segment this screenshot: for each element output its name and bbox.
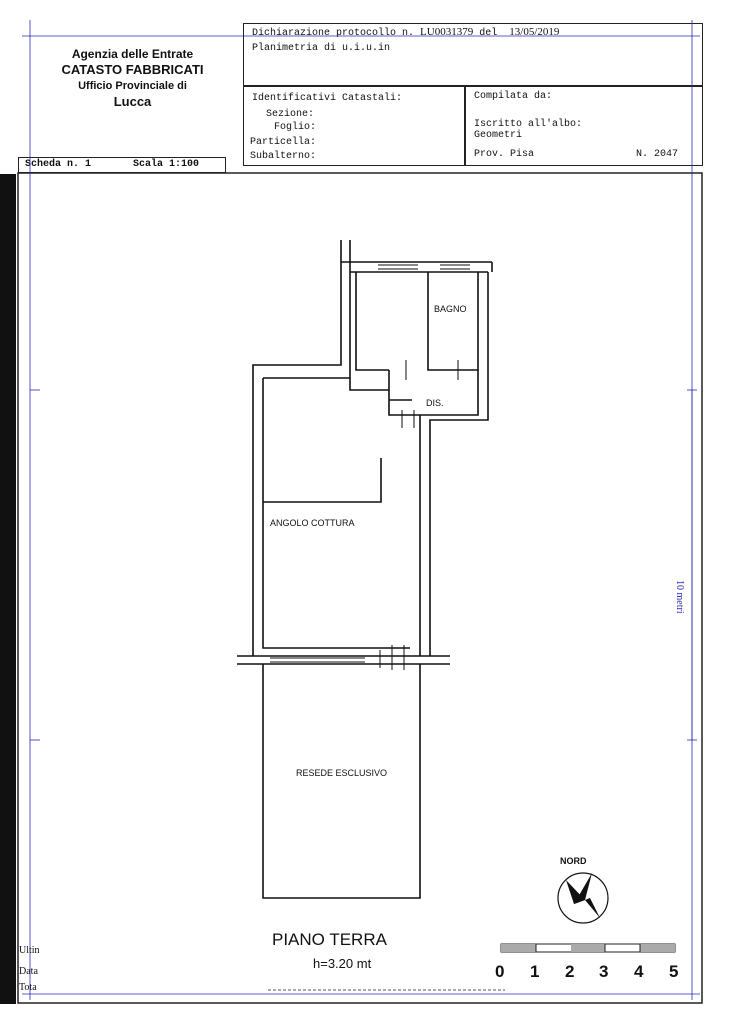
scale-label-2: 2 bbox=[565, 962, 575, 981]
registration-number: N. 2047 bbox=[636, 149, 679, 160]
date-label: del bbox=[479, 28, 498, 39]
side-measure-label: 10 metri bbox=[674, 580, 685, 614]
room-angolo-cottura: ANGOLO COTTURA bbox=[270, 518, 355, 528]
compiled-by-label: Compilata da: bbox=[474, 91, 553, 102]
particella-label: Particella: bbox=[250, 137, 317, 148]
protocol-number: LU0031379 bbox=[420, 26, 474, 38]
north-compass bbox=[558, 873, 608, 923]
windows bbox=[270, 265, 470, 670]
scale-label-1: 1 bbox=[530, 962, 540, 981]
footer-line-2: Data bbox=[19, 966, 38, 977]
declaration-label: Dichiarazione protocollo n. bbox=[252, 28, 415, 39]
protocol-date: 13/05/2019 bbox=[509, 26, 560, 38]
scale-label-4: 4 bbox=[634, 962, 644, 981]
profession: Geometri bbox=[474, 130, 523, 141]
planimetry-label: Planimetria di u.i.u.in bbox=[252, 43, 391, 54]
scala-label: Scala 1:100 bbox=[133, 159, 200, 170]
agency-name: Agenzia delle Entrate bbox=[71, 47, 194, 61]
province: Prov. Pisa bbox=[474, 149, 535, 160]
identifiers-title: Identificativi Catastali: bbox=[252, 93, 403, 104]
office-city: Lucca bbox=[113, 94, 152, 109]
room-dis: DIS. bbox=[426, 398, 444, 408]
sezione-label: Sezione: bbox=[266, 109, 315, 120]
scale-label-3: 3 bbox=[599, 962, 609, 981]
scheda-label: Scheda n. 1 bbox=[25, 159, 92, 170]
scale-label-5: 5 bbox=[669, 962, 679, 981]
registration-lines bbox=[22, 20, 700, 1000]
floor-height: h=3.20 mt bbox=[313, 956, 372, 971]
floor-name: PIANO TERRA bbox=[272, 930, 387, 949]
scale-label-0: 0 bbox=[495, 962, 505, 981]
footer-line-3: Tota bbox=[19, 982, 37, 993]
subalterno-label: Subalterno: bbox=[250, 151, 317, 162]
foglio-label: Foglio: bbox=[274, 122, 317, 133]
registered-label: Iscritto all'albo: bbox=[474, 119, 583, 130]
catasto-title: CATASTO FABBRICATI bbox=[61, 62, 204, 77]
office-label: Ufficio Provinciale di bbox=[78, 80, 187, 92]
left-margin-strip bbox=[0, 174, 16, 1004]
walls bbox=[237, 240, 492, 898]
room-resede: RESEDE ESCLUSIVO bbox=[296, 768, 388, 778]
room-bagno: BAGNO bbox=[434, 304, 467, 314]
scale-bar-graphic bbox=[501, 944, 675, 952]
footer-line-1: Ultin bbox=[19, 945, 40, 956]
north-label: NORD bbox=[560, 856, 587, 866]
